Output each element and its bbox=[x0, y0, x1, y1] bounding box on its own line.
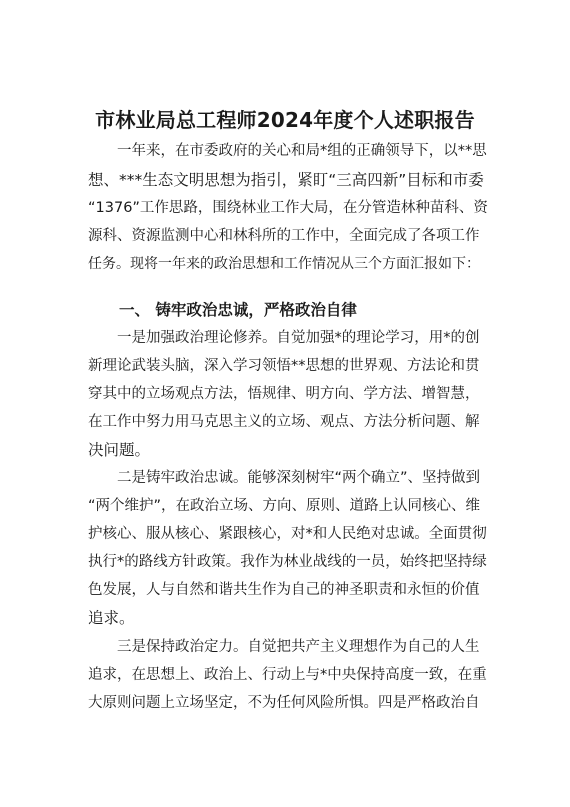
body-line: 任务。现将一年来的政治思想和工作情况从三个方面汇报如下： bbox=[88, 256, 480, 272]
body-line: 护核心、服从核心、紧跟核心，对*和人民绝对忠诚。全面贯彻 bbox=[88, 526, 487, 542]
body-line: 色发展，人与自然和谐共生作为自己的神圣职责和永恒的价值 bbox=[88, 582, 480, 598]
body-line: 穿其中的立场观点方法，悟规律、明方向、学方法、增智慧， bbox=[88, 386, 480, 402]
body-line: 想、***生态文明思想为指引，紧盯“三高四新”目标和市委 bbox=[88, 171, 484, 189]
body-line: 一是加强政治理论修养。自觉加强*的理论学习，用*的创 bbox=[88, 330, 480, 346]
body-line: 大原则问题上立场坚定，不为任何风险所惧。四是严格政治自 bbox=[88, 695, 480, 711]
body-line: 新理论武装头脑，深入学习领悟**思想的世界观、方法论和贯 bbox=[88, 358, 480, 374]
document-title: 市林业局总工程师2024年度个人述职报告 bbox=[95, 108, 475, 132]
section-heading: 一、 铸牢政治忠诚，严格政治自律 bbox=[88, 301, 357, 319]
body-line: 决问题。 bbox=[88, 441, 151, 459]
body-line: 追求。 bbox=[88, 609, 135, 627]
body-line: 源科、资源监测中心和林科所的工作中，全面完成了各项工作 bbox=[88, 228, 480, 244]
body-line: 一年来，在市委政府的关心和局*组的正确领导下，以**思 bbox=[88, 143, 487, 159]
body-line: 执行*的路线方针政策。我作为林业战线的一员，始终把坚持绿 bbox=[88, 554, 487, 570]
body-line: 在工作中努力用马克思主义的立场、观点、方法分析问题、解 bbox=[88, 414, 480, 430]
body-line: “1376”工作思路，围绕林业工作大局，在分管造林种苗科、资 bbox=[88, 200, 488, 216]
body-line: “两个维护”，在政治立场、方向、原则、道路上认同核心、维 bbox=[88, 498, 481, 514]
body-line: 二是铸牢政治忠诚。能够深刻树牢“两个确立”、坚持做到 bbox=[88, 470, 481, 486]
body-line: 追求，在思想上、政治上、行动上与*中央保持高度一致，在重 bbox=[88, 667, 487, 683]
body-line: 三是保持政治定力。自觉把共产主义理想作为自己的人生 bbox=[88, 639, 480, 655]
